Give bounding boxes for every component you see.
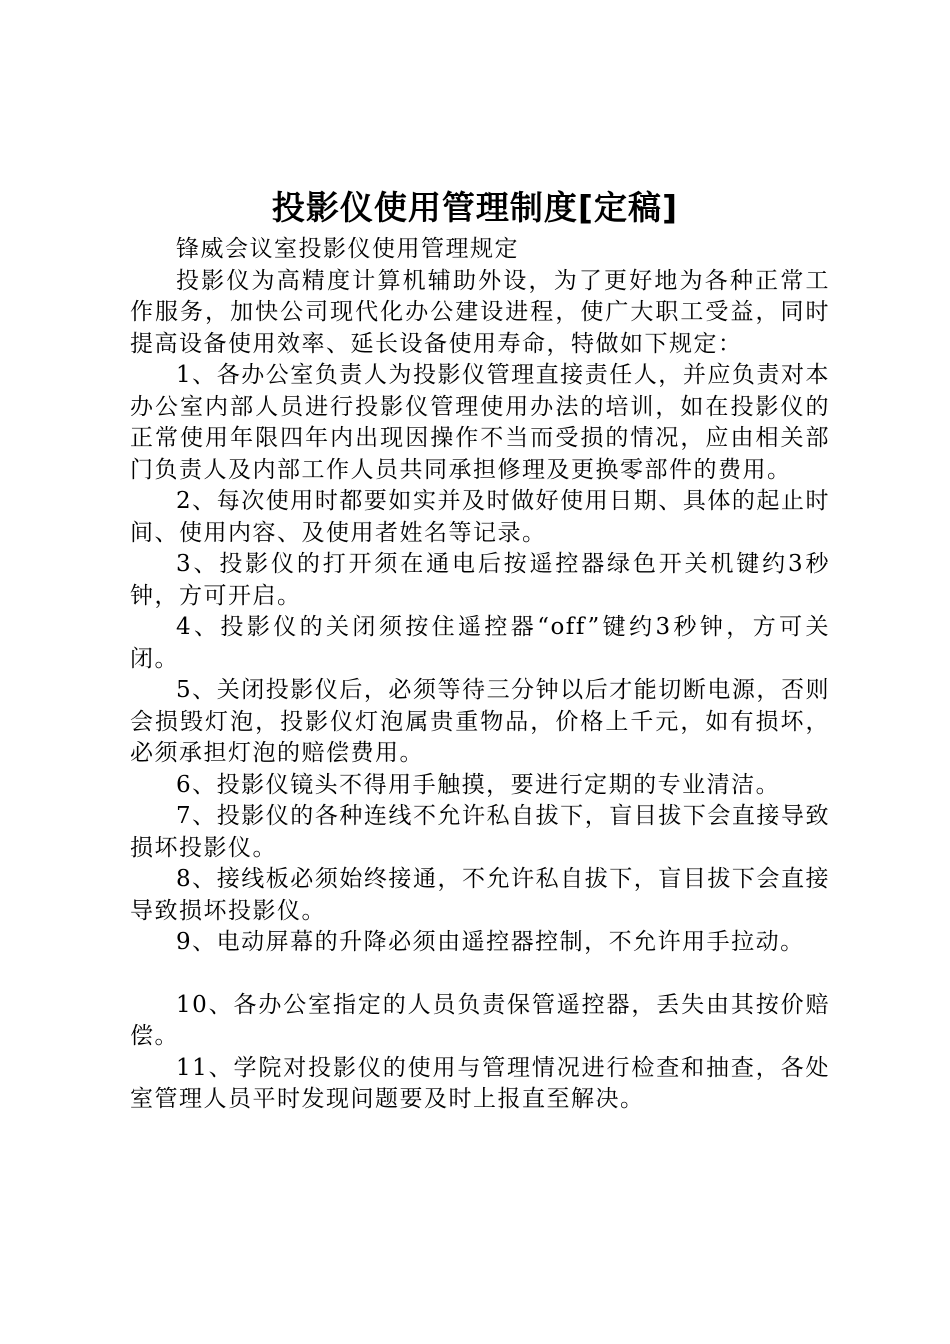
rule-paragraph-8: 8、接线板必须始终接通，不允许私自拔下，盲目拔下会直接导致损坏投影仪。 — [130, 866, 830, 924]
rule-paragraph-4: 4、投影仪的关闭须按住遥控器“off”键约3秒钟，方可关闭。 — [130, 614, 830, 672]
intro-paragraph: 投影仪为高精度计算机辅助外设，为了更好地为各种正常工作服务，加快公司现代化办公建设进程，使广大职工受益，同时提高设备使用效率、延长设备使用寿命，特做如下规定： — [130, 267, 830, 357]
rule-paragraph-7: 7、投影仪的各种连线不允许私自拔下，盲目拔下会直接导致损坏投影仪。 — [130, 803, 830, 861]
rule-paragraph-11: 11、学院对投影仪的使用与管理情况进行检查和抽查，各处室管理人员平时发现问题要及时上报直至解决。 — [130, 1054, 830, 1112]
document-title: 投影仪使用管理制度[定稿] — [271, 188, 679, 227]
rule-paragraph-9: 9、电动屏幕的升降必须由遥控器控制，不允许用手拉动。 — [176, 929, 805, 955]
document-body — [130, 234, 830, 1116]
subtitle-paragraph: 锋威会议室投影仪使用管理规定 — [176, 236, 519, 262]
rule-paragraph-6: 6、投影仪镜头不得用手触摸，要进行定期的专业清洁。 — [176, 771, 781, 798]
rule-paragraph-1: 1、各办公室负责人为投影仪管理直接责任人，并应负责对本办公室内部人员进行投影仪管理使用办法的培训，如在投影仪的正常使用年限四年内出现因操作不当而受损的情况，应由相关部门负责人及内部工作人员共同承担修理及更换零部件的费用。 — [130, 362, 830, 483]
rule-paragraph-3: 3、投影仪的打开须在通电后按遥控器绿色开关机键约3秒钟，方可开启。 — [130, 551, 830, 609]
rule-paragraph-2: 2、每次使用时都要如实并及时做好使用日期、具体的起止时间、使用内容、及使用者姓名等记录。 — [130, 488, 830, 546]
rule-paragraph-5: 5、关闭投影仪后，必须等待三分钟以后才能切断电源，否则会损毁灯泡，投影仪灯泡属贵重物品，价格上千元，如有损坏，必须承担灯泡的赔偿费用。 — [130, 677, 830, 766]
rule-paragraph-10: 10、各办公室指定的人员负责保管遥控器，丢失由其按价赔偿。 — [130, 991, 830, 1049]
